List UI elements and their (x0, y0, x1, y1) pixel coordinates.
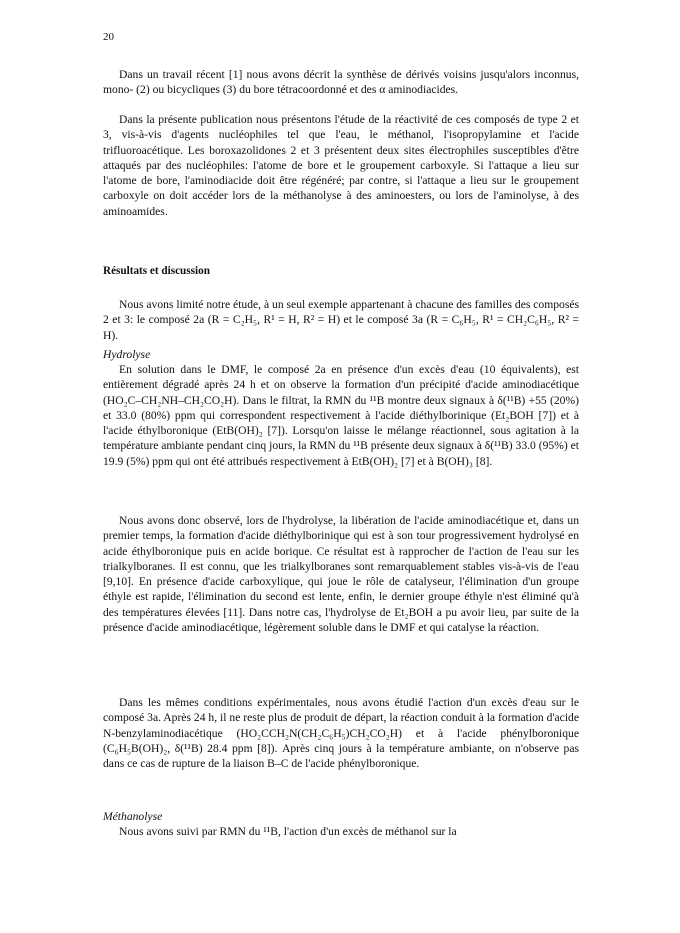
section-heading-results: Résultats et discussion (103, 265, 210, 277)
intro-paragraph-1: Dans un travail récent [1] nous avons décrit la synthèse de dérivés voisins jusqu'alors inconnus, mono- (2) ou bicycliques (3) du bore tétracoordonné et des α aminodiacides. (103, 68, 579, 97)
subsection-heading-hydrolyse: Hydrolyse (103, 348, 151, 361)
intro-paragraph-2: Dans la présente publication nous présentons l'étude de la réactivité de ces composés de type 2 et 3, vis-à-vis d'agents nucléophiles tel que l'eau, le méthanol, l'isopropylamine et l'acide trifluoroacétique. Les boroxazolidones 2 et 3 présentent deux sites électrophiles susceptibles d'être attaqués par des nucléophiles: l'atome de bore et le groupement carboxyle. Si l'attaque a lieu sur l'atome de bore, l'aminodiacide doit être régénéré; par contre, si l'attaque a lieu sur le groupement carboxyle on doit accéder lors de la méthanolyse à des aminoesters, ou lors de l'aminolyse, à des aminoamides. (103, 113, 579, 218)
hydrolyse-paragraph-3: Dans les mêmes conditions expérimentales, nous avons étudié l'action d'un excès d'eau sur le composé 3a. Après 24 h, il ne reste plus de produit de départ, la réaction conduit à la formation d'acide N-benzylaminodiacétique (HO₂CCH₂N(CH₂C₆H₅)CH₂CO₂H) et à l'acide phénylboronique (C₆H₅B(OH)₂, δ(¹¹B) 28.4 ppm [8]). Après cinq jours à la température ambiante, on n'observe pas dans ce cas de rupture de la liaison B–C de l'acide phénylboronique. (103, 696, 579, 771)
subsection-heading-methanolyse: Méthanolyse (103, 810, 163, 823)
hydrolyse-paragraph-2: Nous avons donc observé, lors de l'hydrolyse, la libération de l'acide aminodiacétique et, dans un premier temps, la formation d'acide diéthylborinique qui est à son tour progressivement hydrolysé en acide éthylboronique puis en acide borique. Ce résultat est à rapprocher de l'action de l'eau sur les trialkylboranes. Il est connu, que les trialkylboranes sont remarquablement stables vis-à-vis de l'eau [9,10]. En présence d'acide carboxylique, qui joue le rôle de catalyseur, l'élimination d'un groupe éthyle est rapide, l'élimination du second est lente, enfin, le dernier groupe éthyle n'est éliminé qu'à des températures élevées [11]. Dans notre cas, l'hydrolyse de Et₂BOH a pu avoir lieu, par suite de la présence d'acide aminodiacétique, légèrement soluble dans le DMF et qui catalyse la réaction. (103, 514, 579, 635)
results-paragraph-1: Nous avons limité notre étude, à un seul exemple appartenant à chacune des familles des composés 2 et 3: le composé 2a (R = C₂H₅, R¹ = H, R² = H) et le composé 3a (R = C₆H₅, R¹ = CH₂C₆H₅, R² = H). (103, 298, 579, 342)
hydrolyse-paragraph-1: En solution dans le DMF, le composé 2a en présence d'un excès d'eau (10 équivalents), est entièrement dégradé après 24 h et on observe la formation d'un précipité d'acide aminodiacétique (HO₂C–CH₂NH–CH₂CO₂H). Dans le filtrat, la RMN du ¹¹B montre deux signaux à δ(¹¹B) +55 (20%) et 33.0 (80%) ppm qui correspondent respectivement à l'acide diéthylborinique (Et₂BOH [7]) et à l'acide éthylboronique (EtB(OH)₂ [7]). Lorsqu'on laisse le mélange réactionnel, sous agitation à la température ambiante pendant cinq jours, la RMN du ¹¹B présente deux signaux à δ(¹¹B) 33.0 (95%) et 19.9 (5%) ppm qui ont été attribués respectivement à EtB(OH)₂ [7] et à B(OH)₃ [8]. (103, 363, 579, 468)
page-number: 20 (103, 31, 114, 43)
methanolyse-paragraph-1: Nous avons suivi par RMN du ¹¹B, l'action d'un excès de méthanol sur la (119, 825, 457, 838)
